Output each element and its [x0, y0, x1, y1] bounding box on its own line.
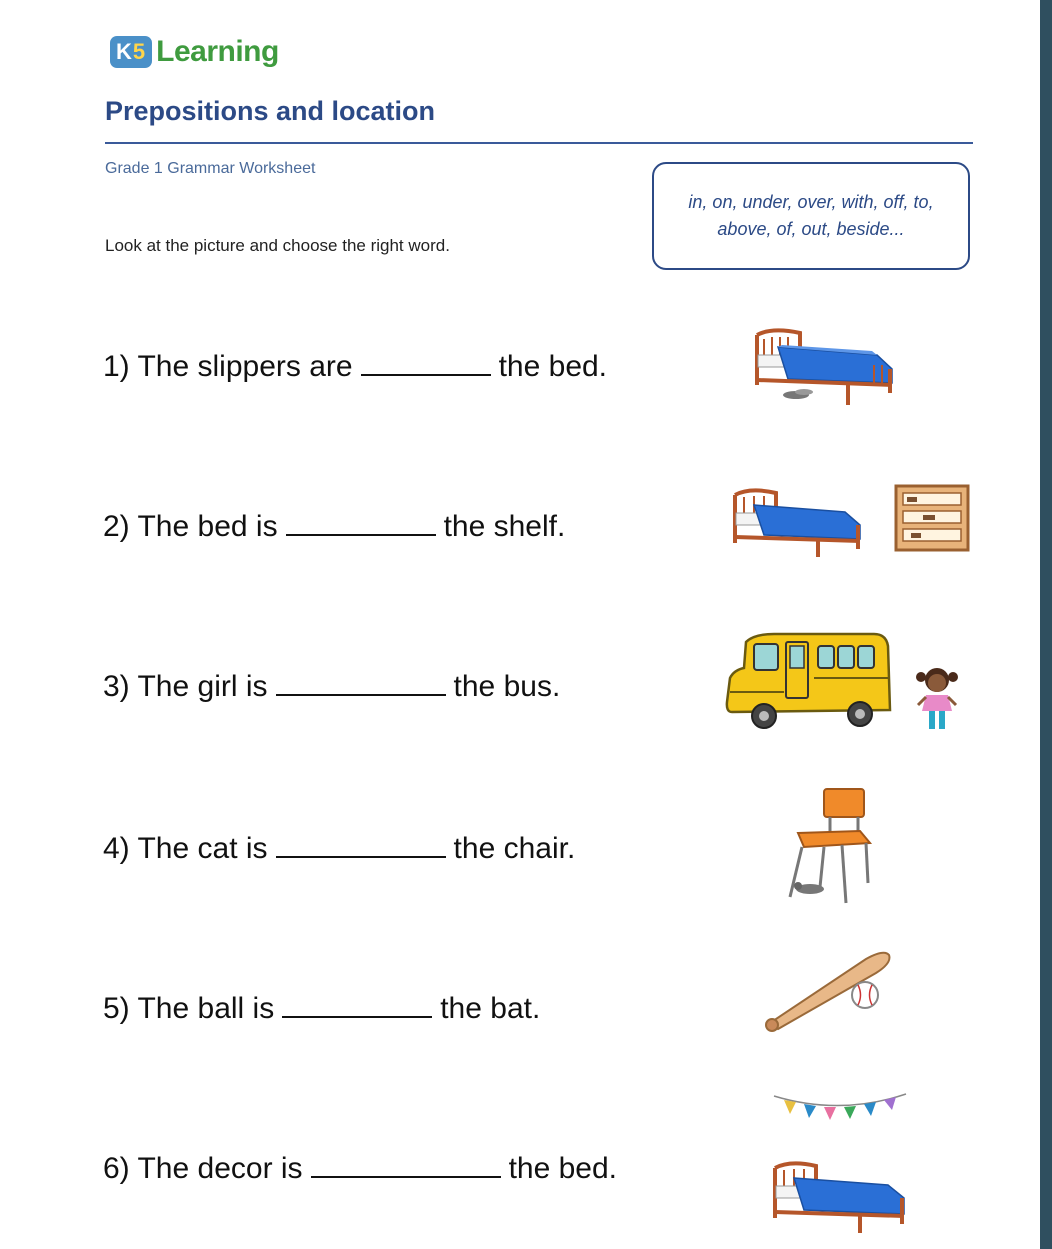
question-text-after: the bed. [508, 1152, 617, 1185]
question-text-before: The ball is [137, 992, 275, 1025]
title-divider [105, 142, 973, 144]
baseball-icon [852, 982, 878, 1008]
shelf-icon [893, 483, 971, 553]
question-text-after: the bed. [498, 350, 608, 383]
question-number: 1) [103, 350, 130, 383]
page-title: Prepositions and location [105, 96, 436, 126]
bed-slippers-icon [752, 325, 897, 410]
question-number: 3) [103, 670, 130, 703]
bunting-icon [770, 1088, 910, 1128]
girl-icon [914, 665, 960, 735]
question-3 [103, 670, 560, 704]
question-5 [103, 992, 540, 1026]
question-number: 5) [103, 992, 130, 1025]
question-text-before: The decor is [137, 1152, 303, 1185]
question-text-after: the chair. [453, 832, 576, 865]
k5-learning-logo [110, 28, 279, 76]
instructions-text: Look at the picture and choose the right word. [105, 236, 450, 255]
answer-blank-5[interactable] [282, 994, 432, 1018]
worksheet-subtitle: Grade 1 Grammar Worksheet [105, 160, 316, 177]
question-text-after: the shelf. [443, 510, 566, 543]
bus-icon [724, 632, 894, 732]
answer-blank-6[interactable] [311, 1154, 501, 1178]
question-text-before: The cat is [137, 832, 268, 865]
bat-ball-icon [762, 945, 897, 1035]
answer-blank-4[interactable] [276, 834, 446, 858]
question-2 [103, 510, 565, 544]
answer-blank-2[interactable] [286, 512, 436, 536]
bed-icon [770, 1158, 910, 1236]
question-number: 6) [103, 1152, 130, 1185]
question-number: 4) [103, 832, 130, 865]
bed-icon [757, 330, 892, 405]
question-1 [103, 350, 607, 384]
question-4 [103, 832, 575, 866]
logo-badge: K 5 [110, 36, 152, 68]
chair-cat-icon [780, 785, 875, 907]
question-text-before: The girl is [137, 670, 268, 703]
question-text-before: The slippers are [137, 350, 353, 383]
question-number: 2) [103, 510, 130, 543]
logo-text: Learning [156, 35, 279, 68]
question-text-before: The bed is [137, 510, 278, 543]
bed-icon [730, 485, 865, 560]
answer-blank-3[interactable] [276, 672, 446, 696]
answer-blank-1[interactable] [361, 352, 491, 376]
question-text-after: the bus. [453, 670, 561, 703]
page-edge [1040, 0, 1052, 1249]
word-bank-text: in, on, under, over, with, off, to, above, of, out, beside... [688, 192, 934, 239]
question-text-after: the bat. [440, 992, 541, 1025]
word-bank-box [652, 162, 970, 270]
question-6 [103, 1152, 617, 1186]
